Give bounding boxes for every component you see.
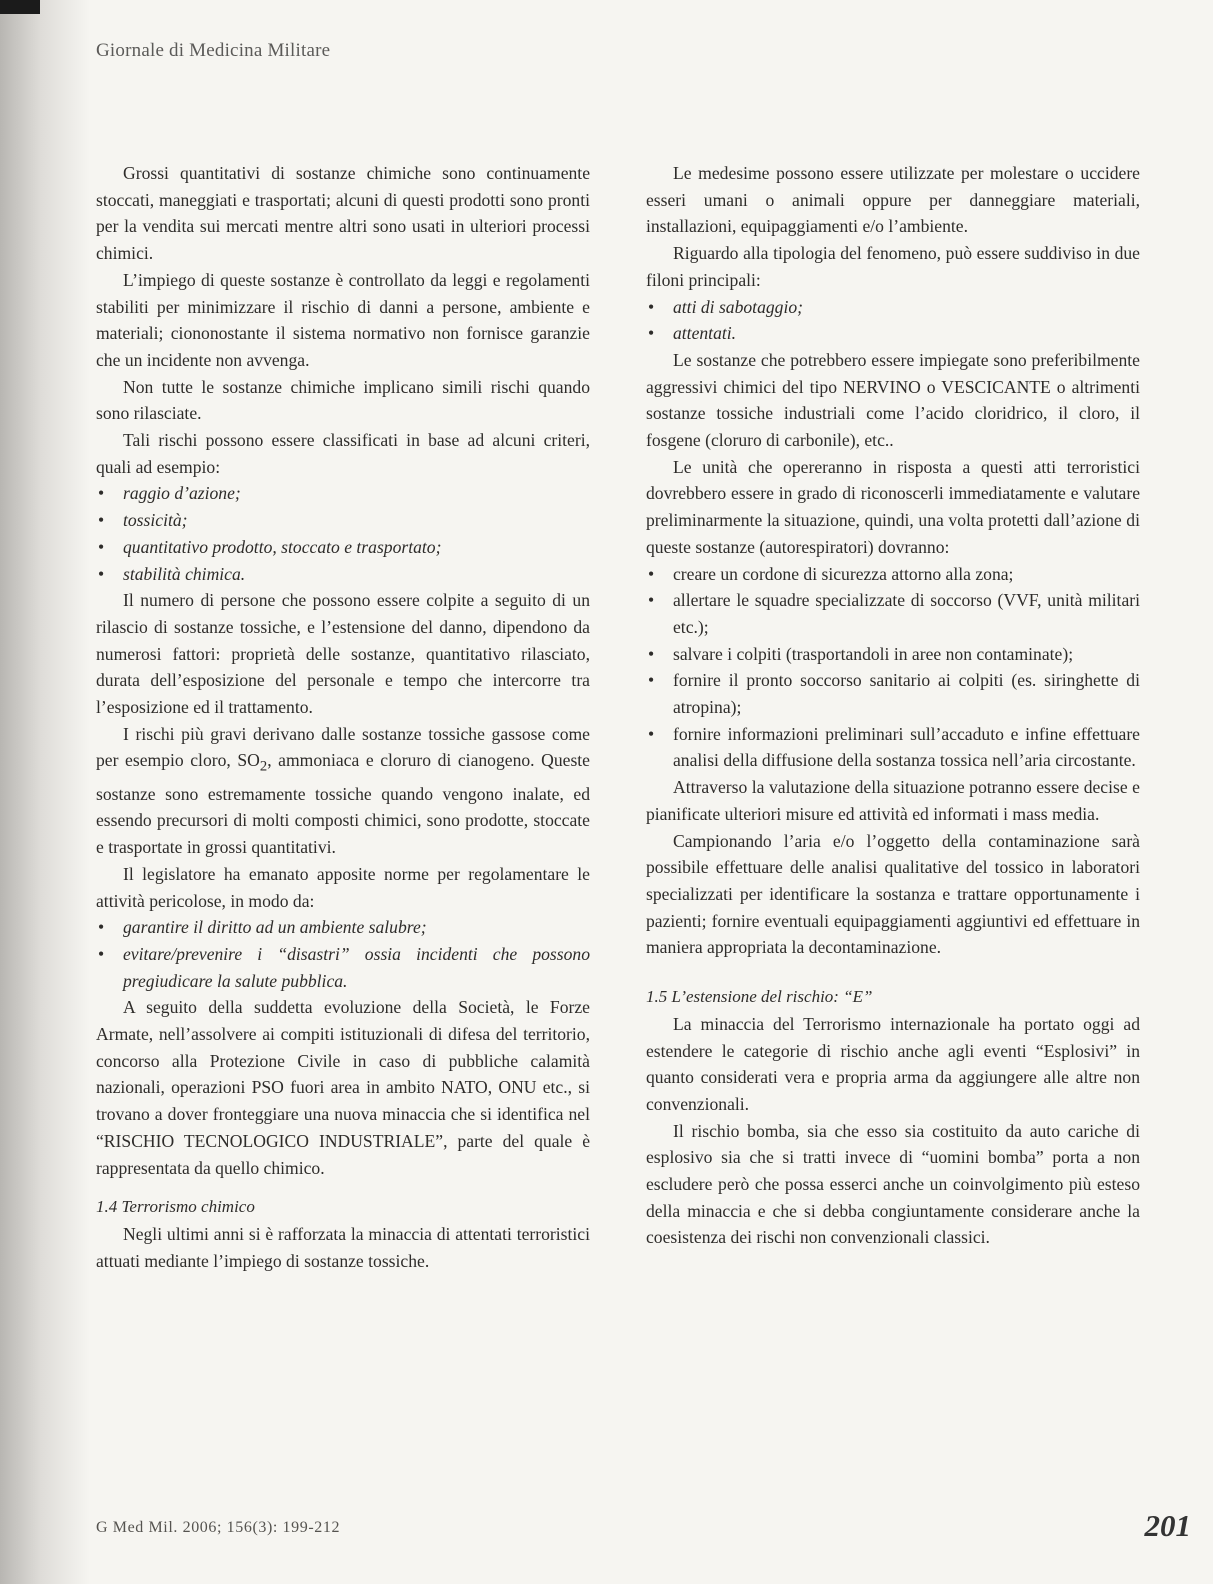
aims-list <box>96 914 590 994</box>
paragraph: Le unità che opereranno in risposta a questi atti terroristici dovrebbero essere in grado di riconoscerli immediatamente e valutare preliminarmente la situazione, quindi, una volta protetti dall’azione di queste sostanze (autorespiratori) dovranno: <box>646 456 1140 557</box>
list-item: • salvare i colpiti (trasportandoli in aree non contaminate); <box>646 641 1140 668</box>
criteria-list <box>96 480 590 587</box>
left-column <box>96 160 590 1274</box>
paragraph: Il rischio bomba, sia che esso sia costituito da auto cariche di esplosivo sia che si tratti invece di “uomini bomba” porta a non escludere però che possa esserci anche un coinvolgimento più esteso della minaccia e che si debba congiuntamente considerare anche la coesistenza dei rischi non convenzionali classici. <box>646 1120 1140 1248</box>
paragraph: Le sostanze che potrebbero essere impiegate sono preferibilmente aggressivi chimici del tipo NERVINO o VESCICANTE o altrimenti sostanze tossiche industriali come l’acido cloridrico, il cloro, il fosgene (cloruro di carbonile), etc.. <box>646 349 1140 451</box>
list-item: • garantire il diritto ad un ambiente salubre; <box>96 914 590 941</box>
section-heading-1-4: 1.4 Terrorismo chimico <box>96 1197 255 1217</box>
paragraph: Tali rischi possono essere classificati in base ad alcuni criteri, quali ad esempio: <box>96 430 590 477</box>
list-item: • allertare le squadre specializzate di soccorso (VVF, unità militari etc.); <box>646 587 1140 640</box>
list-item: • quantitativo prodotto, stoccato e trasportato; <box>96 534 590 561</box>
paragraph: Il numero di persone che possono essere colpite a seguito di un rilascio di sostanze tossiche, e l’estensione del danno, dipendono da numerosi fattori: proprietà delle sostanze, quantitativo rilasciato, durata dell’esposizione del personale e tempo che intercorre tra l’esposizione ed il trattamento. <box>96 590 590 718</box>
page-number: 201 <box>1144 1508 1191 1543</box>
section-heading-1-5: 1.5 L’estensione del rischio: “E” <box>646 987 873 1007</box>
paragraph: Negli ultimi anni si è rafforzata la minaccia di attentati terroristici attuati mediante l’impiego di sostanze tossiche. <box>96 1223 590 1271</box>
paragraph: Attraverso la valutazione della situazione potranno essere decise e pianificate ulteriori misure ed attività ed informati i mass media. <box>646 777 1140 824</box>
scan-corner-mark <box>0 0 40 14</box>
page-gutter-shadow <box>0 0 90 1584</box>
list-item: • creare un cordone di sicurezza attorno alla zona; <box>646 561 1140 588</box>
list-item: • evitare/prevenire i “disastri” ossia incidenti che possono pregiudicare la salute pubblica. <box>96 941 590 994</box>
list-item: • fornire informazioni preliminari sull’accaduto e infine effettuare analisi della diffusione della sostanza tossica nell’aria circostante. <box>646 721 1140 774</box>
paragraph: Campionando l’aria e/o l’oggetto della contaminazione sarà possibile effettuare delle analisi qualitative del tossico in laboratori specializzati per identificare la sostanza e trattare opportunamente i pazienti; fornire eventuali equipaggiamenti aggiuntivi ed effettuare in maniera appropriata la decontaminazione. <box>646 830 1140 958</box>
paragraph: Grossi quantitativi di sostanze chimiche sono continuamente stoccati, maneggiati e trasportati; alcuni di questi prodotti sono pronti per la vendita sui mercati mentre altri sono usati in ulteriori processi chimici. <box>96 163 590 264</box>
paragraph: Non tutte le sostanze chimiche implicano simili rischi quando sono rilasciate. <box>96 376 590 424</box>
list-item: • tossicità; <box>96 507 590 534</box>
paragraph: L’impiego di queste sostanze è controllato da leggi e regolamenti stabiliti per minimizzare il rischio di danni a persone, ambiente e materiali; ciononostante il sistema normativo non fornisce garanzie che un incidente non avvenga. <box>96 269 590 370</box>
paragraph: Il legislatore ha emanato apposite norme per regolamentare le attività pericolose, in modo da: <box>96 863 590 911</box>
list-item: • attentati. <box>646 320 1140 347</box>
right-column <box>646 160 1140 1251</box>
paragraph: A seguito della suddetta evoluzione della Società, le Forze Armate, nell’assolvere ai compiti istituzionali di difesa del territorio, concorso alla Protezione Civile in caso di pubbliche calamità nazionali, operazioni PSO fuori area in ambito NATO, ONU etc., si trovano a dover fronteggiare una nuova minaccia che si identifica nel “RISCHIO TECNOLOGICO INDUSTRIALE”, parte del quale è rappresentata da quello chimico. <box>96 997 590 1178</box>
types-list <box>646 294 1140 347</box>
list-item: • raggio d’azione; <box>96 480 590 507</box>
citation: G Med Mil. 2006; 156(3): 199-212 <box>96 1519 341 1536</box>
list-item: • fornire il pronto soccorso sanitario ai colpiti (es. siringhette di atropina); <box>646 667 1140 720</box>
list-item: • stabilità chimica. <box>96 561 590 588</box>
list-item: • atti di sabotaggio; <box>646 294 1140 321</box>
journal-header: Giornale di Medicina Militare <box>96 40 331 61</box>
actions-list <box>646 561 1140 775</box>
paragraph: La minaccia del Terrorismo internazionale ha portato oggi ad estendere le categorie di rischio anche agli eventi “Esplosivi” in quanto considerati vera e propria arma da aggiungere alle altre non convenzionali. <box>646 1013 1140 1114</box>
paragraph: Riguardo alla tipologia del fenomeno, può essere suddiviso in due filoni principali: <box>646 243 1140 290</box>
paragraph: I rischi più gravi derivano dalle sostanze tossiche gassose come per esempio cloro, $SO_2$, ammoniaca e cloruro di cianogeno. Queste sostanze sono estremamente tossiche quando vengono inalate, ed essendo precursori di molti composti chimici, sono prodotte, stoccate e trasportate in grossi quantitativi. <box>96 723 590 858</box>
paragraph: Le medesime possono essere utilizzate per molestare o uccidere esseri umani o animali oppure per danneggiare materiali, installazioni, equipaggiamenti e/o l’ambiente. <box>646 163 1140 237</box>
